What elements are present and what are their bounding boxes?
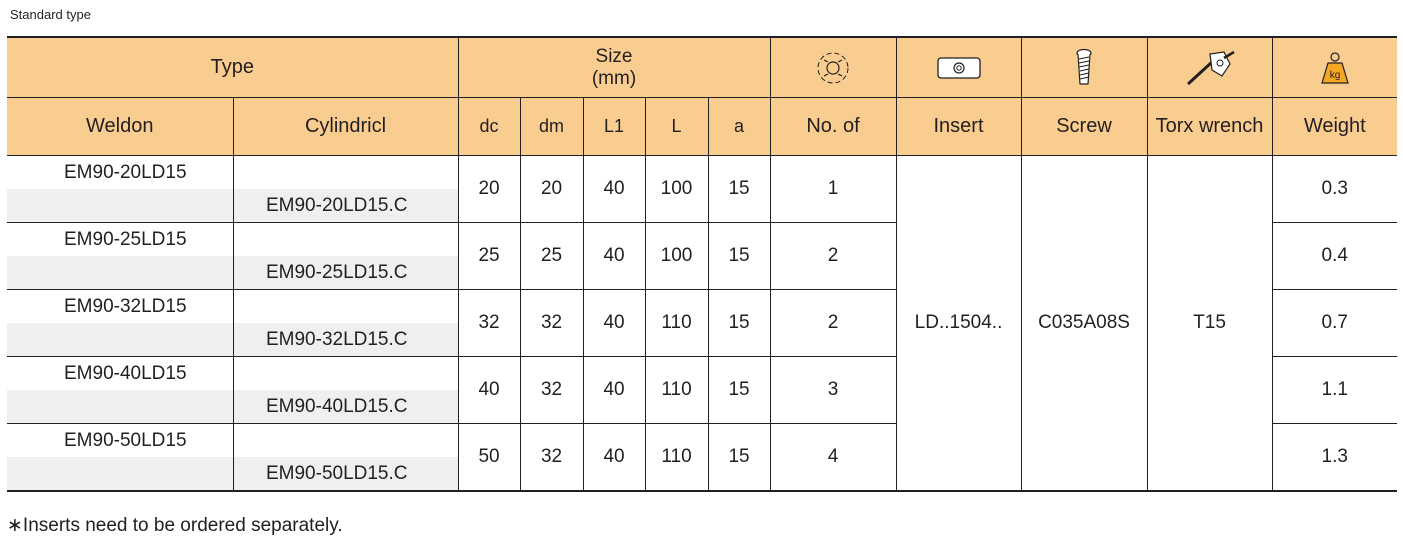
l-cell: 110 <box>645 357 708 424</box>
cylindricl-empty-cell <box>233 156 458 190</box>
insert-icon-cell <box>896 37 1021 98</box>
weight-cell: 0.3 <box>1272 156 1397 223</box>
cylindricl-cell: EM90-20LD15.C <box>233 189 458 223</box>
weight-kg-icon <box>1320 51 1350 85</box>
dm-header: dm <box>520 98 583 156</box>
torx-wrench-cell: T15 <box>1147 156 1272 492</box>
spec-table <box>7 36 1397 492</box>
a-cell: 15 <box>708 290 770 357</box>
weldon-empty-cell <box>7 323 233 357</box>
dm-cell: 32 <box>520 290 583 357</box>
no-of-cell: 1 <box>770 156 896 223</box>
table-caption: Standard type <box>10 7 91 22</box>
size-label: Size <box>595 45 633 67</box>
type-header: Type <box>7 37 458 98</box>
weight-cell: 1.1 <box>1272 357 1397 424</box>
screw-cell: C035A08S <box>1021 156 1147 492</box>
dc-cell: 20 <box>458 156 520 223</box>
cylindricl-cell: EM90-50LD15.C <box>233 457 458 491</box>
no-of-cell: 2 <box>770 290 896 357</box>
cylindricl-empty-cell <box>233 290 458 324</box>
weight-cell: 0.4 <box>1272 223 1397 290</box>
no-of-cell: 4 <box>770 424 896 492</box>
a-cell: 15 <box>708 357 770 424</box>
a-header: a <box>708 98 770 156</box>
weldon-empty-cell <box>7 189 233 223</box>
l1-cell: 40 <box>583 290 645 357</box>
cylindricl-empty-cell <box>233 223 458 257</box>
weldon-cell: EM90-32LD15 <box>7 290 233 324</box>
weldon-header: Weldon <box>7 98 233 156</box>
screw-header: Screw <box>1021 98 1147 156</box>
weldon-empty-cell <box>7 390 233 424</box>
l-cell: 110 <box>645 290 708 357</box>
l-cell: 110 <box>645 424 708 492</box>
weight-header: Weight <box>1272 98 1397 156</box>
dm-cell: 25 <box>520 223 583 290</box>
a-cell: 15 <box>708 223 770 290</box>
table-row <box>7 156 1397 190</box>
l-cell: 100 <box>645 223 708 290</box>
cylindricl-empty-cell <box>233 357 458 391</box>
dc-cell: 25 <box>458 223 520 290</box>
screw-icon <box>1074 48 1094 88</box>
cylindricl-cell: EM90-25LD15.C <box>233 256 458 290</box>
insert-header: Insert <box>896 98 1021 156</box>
cutter-face-icon <box>816 51 850 85</box>
weldon-empty-cell <box>7 457 233 491</box>
l1-header: L1 <box>583 98 645 156</box>
cylindricl-header: Cylindricl <box>233 98 458 156</box>
dm-cell: 32 <box>520 357 583 424</box>
dm-cell: 20 <box>520 156 583 223</box>
dm-cell: 32 <box>520 424 583 492</box>
footnote: ∗Inserts need to be ordered separately. <box>7 515 343 536</box>
weldon-cell: EM90-20LD15 <box>7 156 233 190</box>
screw-icon-cell <box>1021 37 1147 98</box>
dc-cell: 50 <box>458 424 520 492</box>
cylindricl-cell: EM90-32LD15.C <box>233 323 458 357</box>
no-of-header: No. of <box>770 98 896 156</box>
size-header <box>458 37 770 98</box>
weldon-cell: EM90-50LD15 <box>7 424 233 458</box>
torx-wrench-icon-cell <box>1147 37 1272 98</box>
dc-cell: 32 <box>458 290 520 357</box>
l-header: L <box>645 98 708 156</box>
torx-wrench-icon <box>1182 48 1238 88</box>
no-of-cell: 2 <box>770 223 896 290</box>
weight-icon-cell <box>1272 37 1397 98</box>
dc-header: dc <box>458 98 520 156</box>
dc-cell: 40 <box>458 357 520 424</box>
l1-cell: 40 <box>583 156 645 223</box>
no-of-icon-cell <box>770 37 896 98</box>
insert-cell: LD..1504.. <box>896 156 1021 492</box>
insert-icon <box>936 55 982 81</box>
l1-cell: 40 <box>583 357 645 424</box>
l1-cell: 40 <box>583 223 645 290</box>
size-unit: (mm) <box>591 67 637 89</box>
a-cell: 15 <box>708 156 770 223</box>
cylindricl-cell: EM90-40LD15.C <box>233 390 458 424</box>
weldon-empty-cell <box>7 256 233 290</box>
a-cell: 15 <box>708 424 770 492</box>
l1-cell: 40 <box>583 424 645 492</box>
l-cell: 100 <box>645 156 708 223</box>
weight-cell: 0.7 <box>1272 290 1397 357</box>
weldon-cell: EM90-40LD15 <box>7 357 233 391</box>
torx-wrench-header: Torx wrench <box>1147 98 1272 156</box>
kg-label: kg <box>1329 69 1341 81</box>
weight-cell: 1.3 <box>1272 424 1397 492</box>
weldon-cell: EM90-25LD15 <box>7 223 233 257</box>
cylindricl-empty-cell <box>233 424 458 458</box>
no-of-cell: 3 <box>770 357 896 424</box>
